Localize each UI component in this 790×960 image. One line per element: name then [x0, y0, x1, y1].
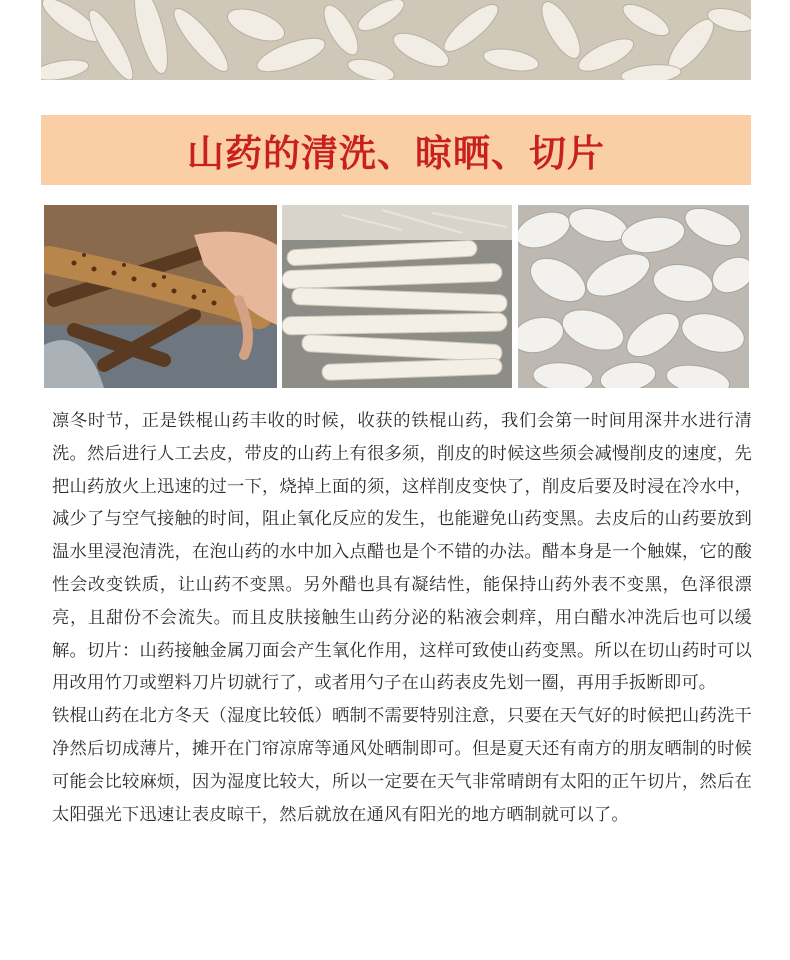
hand-holding-yam-photo [44, 205, 277, 388]
dried-yam-slices-photo [41, 0, 751, 80]
section-title-banner [41, 115, 751, 185]
peeled-yam-photo [282, 205, 512, 388]
article-body [52, 405, 752, 831]
article-paragraph: 凛冬时节，正是铁棍山药丰收的时候，收获的铁棍山药，我们会第一时间用深井水进行清洗。然后进行人工去皮，带皮的山药上有很多须，削皮的时候这些须会减慢削皮的速度，先把山药放火上迅速的过一下，烧掉上面的须，这样削皮变快了，削皮后要及时浸在冷水中，减少了与空气接触的时间，阻止氧化反应的发生，也能避免山药变黑。去皮后的山药要放到温水里浸泡清洗，在泡山药的水中加入点醋也是个不错的办法。醋本身是一个触媒，它的酸性会改变铁质，让山药不变黑。另外醋也具有凝结性，能保持山药外表不变黑，色泽很漂亮，且甜份不会流失。而且皮肤接触生山药分泌的粘液会刺痒，用白醋水冲洗后也可以缓解。切片：山药接触金属刀面会产生氧化作用，这样可致使山药变黑。所以在切山药时可以用改用竹刀或塑料刀片切就行了，或者用勺子在山药表皮先划一圈，再用手扳断即可。 [52, 411, 752, 694]
yam-slices-photo [518, 205, 749, 388]
article-paragraph: 铁棍山药在北方冬天（湿度比较低）晒制不需要特别注意，只要在天气好的时候把山药洗干净然后切成薄片，摊开在门帘凉席等通风处晒制即可。但是夏天还有南方的朋友晒制的时候可能会比较麻烦，因为湿度比较大，所以一定要在天气非常晴朗有太阳的正午切片，然后在太阳强光下迅速让表皮晾干，然后就放在通风有阳光的地方晒制就可以了。 [52, 706, 752, 825]
section-title: 山药的清洗、晾晒、切片 [187, 131, 605, 175]
